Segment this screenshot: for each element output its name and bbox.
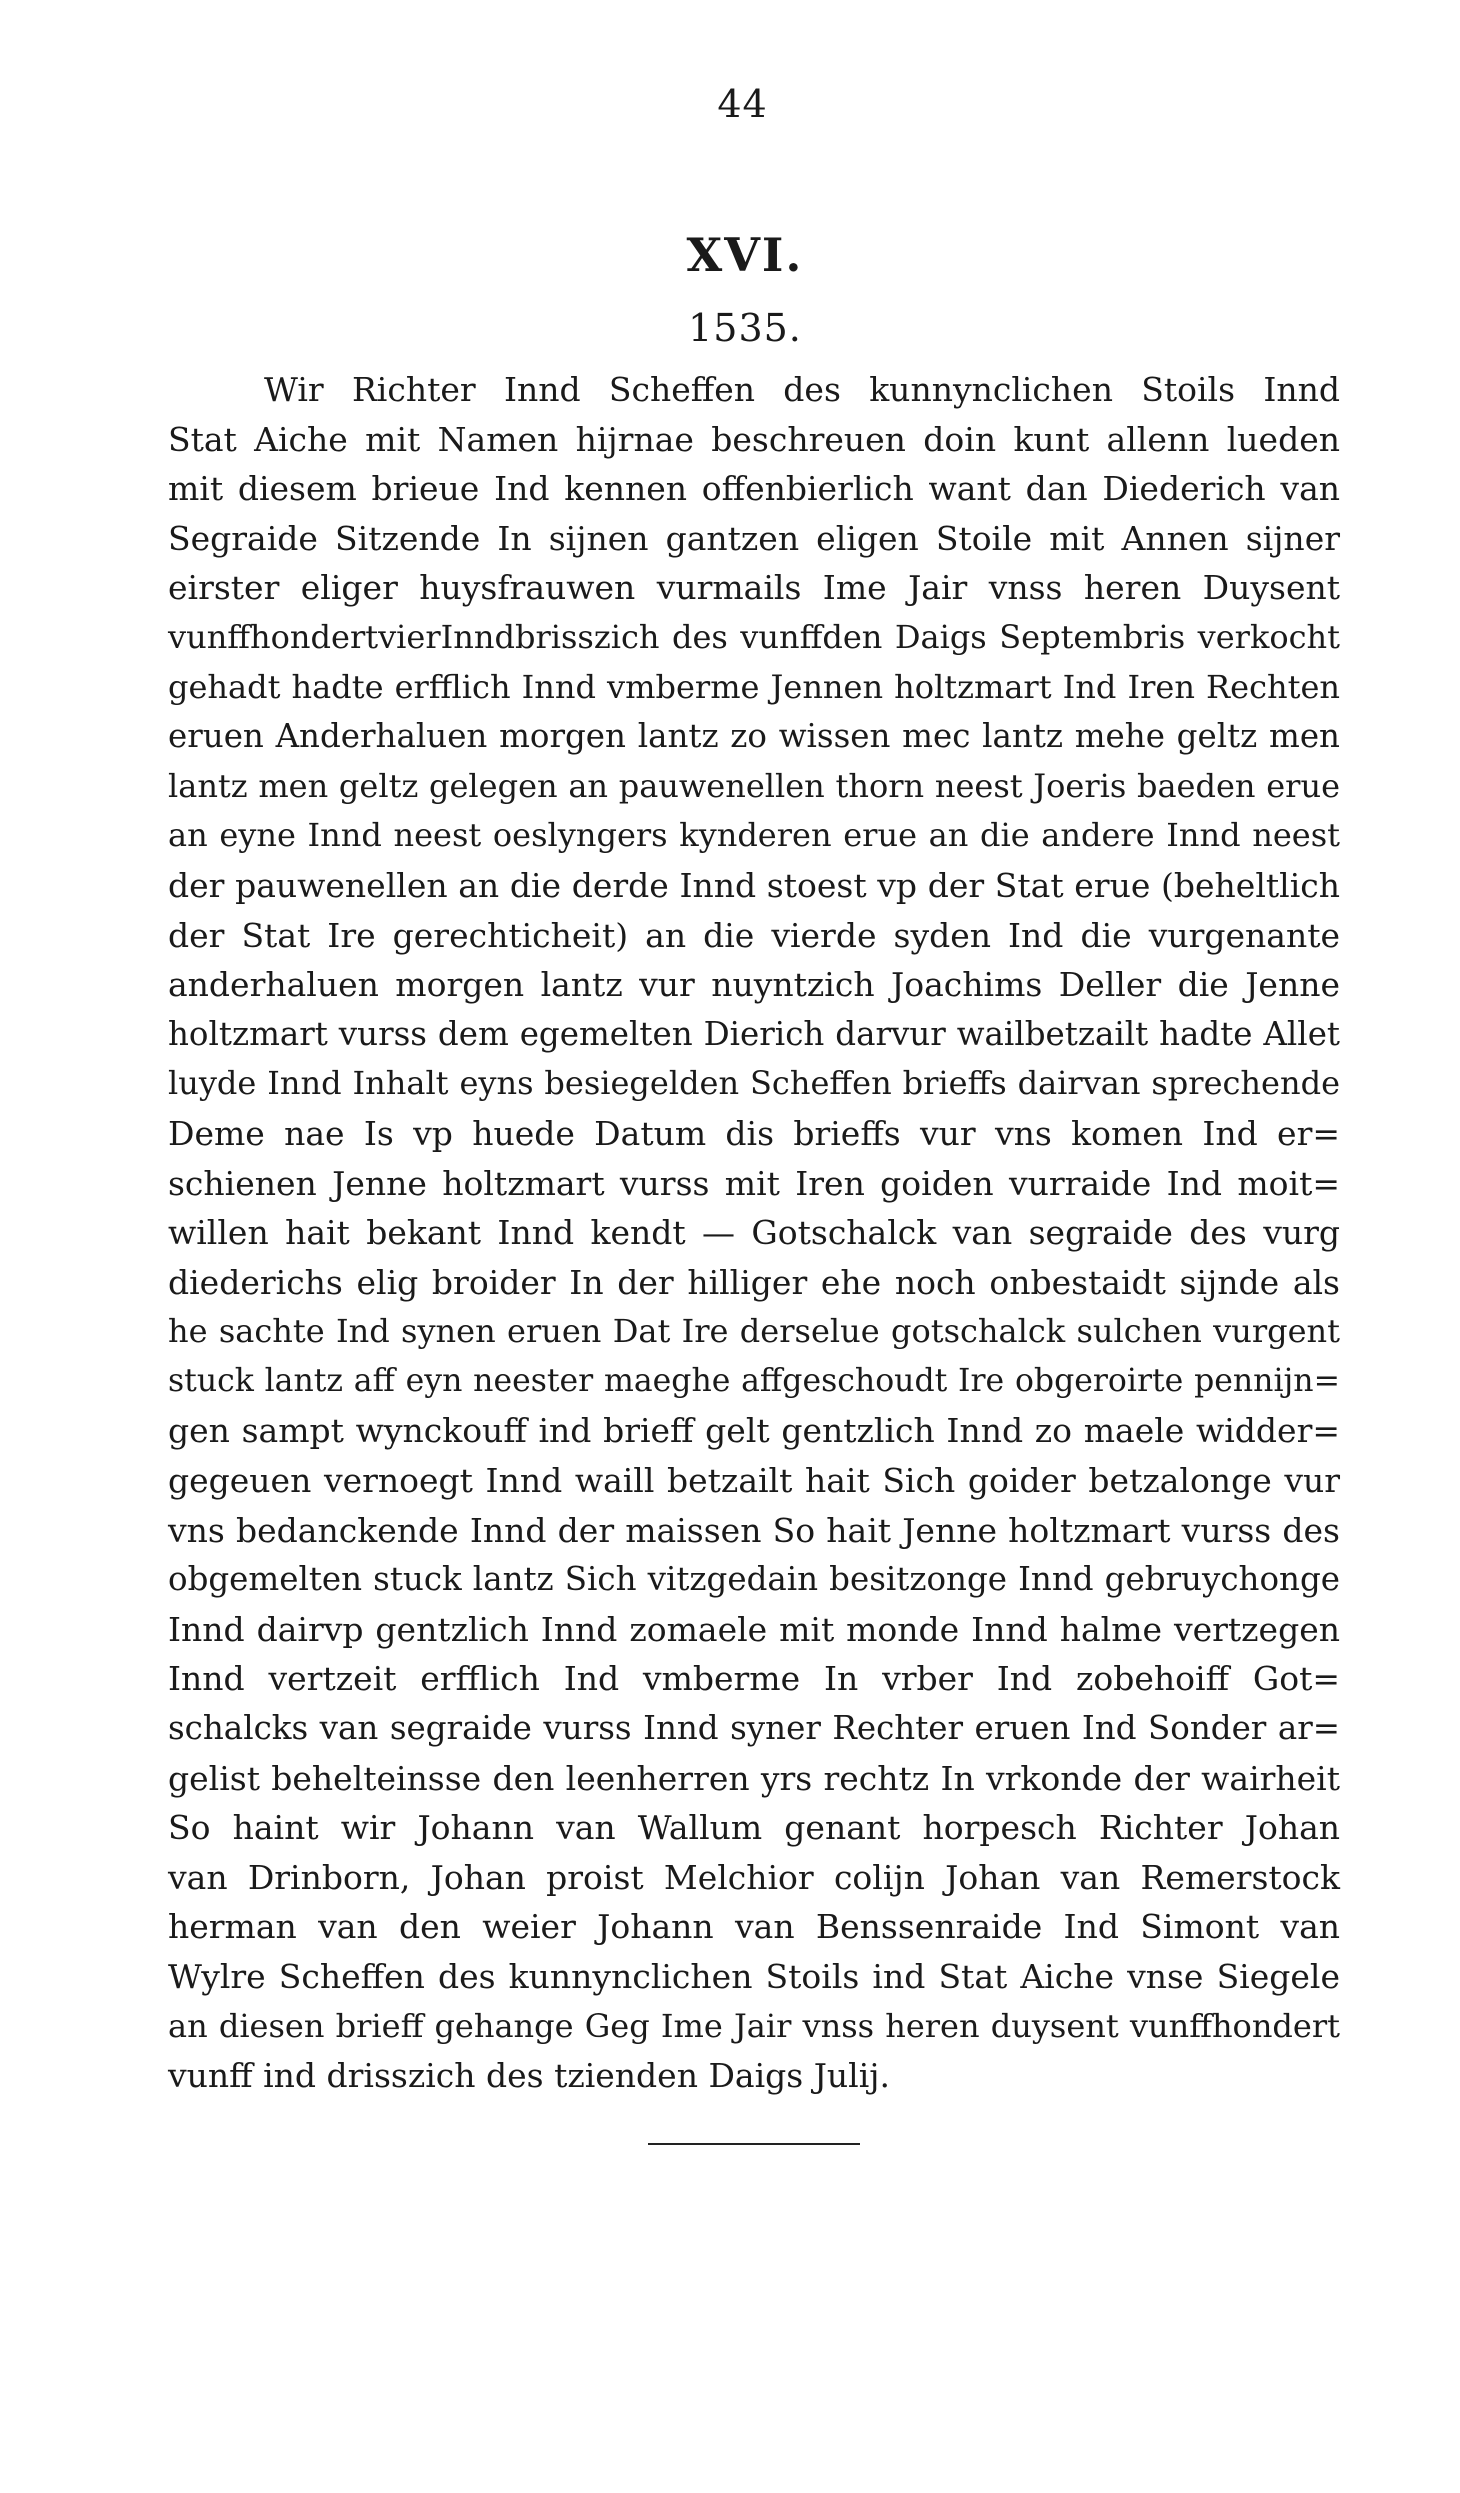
document-heading: XVI.	[686, 228, 804, 282]
text-line: vunff ind drisszich des tzienden Daigs Julij.	[168, 2056, 891, 2096]
text-line: an eyne Innd neest oeslyngers kynderen erue an die andere Innd neest	[168, 816, 1340, 855]
text-line: willen hait bekant Innd kendt — Gotschalck van segraide des vurg	[168, 1213, 1340, 1253]
text-line: Stat Aiche mit Namen hijrnae beschreuen doin kunt allenn lueden	[168, 419, 1340, 459]
text-line: eirster eliger huysfrauwen vurmails Ime Jair vnss heren Duysent	[168, 568, 1340, 608]
text-line: gen sampt wynckouff ind brieff gelt gentzlich Innd zo maele widder=	[168, 1411, 1340, 1451]
text-line: luyde Innd Inhalt eyns besiegelden Scheffen brieffs dairvan sprechende	[168, 1064, 1340, 1103]
text-line: an diesen brieff gehange Geg Ime Jair vnss heren duysent vunffhondert	[168, 2006, 1340, 2045]
text-line: vns bedanckende Innd der maissen So hait Jenne holtzmart vurss des	[168, 1510, 1340, 1550]
text-line: anderhaluen morgen lantz vur nuyntzich Joachims Deller die Jenne	[168, 965, 1340, 1005]
text-line: der Stat Ire gerechticheit) an die vierde syden Ind die vurgenante	[168, 915, 1340, 955]
text-line: gelist behelteinsse den leenherren yrs rechtz In vrkonde der wairheit	[168, 1758, 1340, 1798]
text-line: van Drinborn, Johan proist Melchior colijn Johan van Remerstock	[168, 1857, 1340, 1897]
text-line: Innd vertzeit erfflich Ind vmberme In vrber Ind zobehoiff Got=	[168, 1659, 1340, 1699]
text-line: obgemelten stuck lantz Sich vitzgedain besitzonge Innd gebruychonge	[168, 1560, 1340, 1599]
document-year: 1535.	[688, 306, 802, 350]
text-line: stuck lantz aff eyn neester maeghe affgeschoudt Ire obgeroirte pennijn=	[168, 1362, 1340, 1399]
text-line: schalcks van segraide vurss Innd syner Rechter eruen Ind Sonder ar=	[168, 1709, 1340, 1748]
text-line: gehadt hadte erfflich Innd vmberme Jennen holtzmart Ind Iren Rechten	[168, 667, 1340, 706]
page-number: 44	[717, 82, 768, 126]
text-line: vunffhondertvierInndbrisszich des vunffden Daigs Septembris verkocht	[168, 617, 1340, 656]
text-line: schienen Jenne holtzmart vurss mit Iren goiden vurraide Ind moit=	[168, 1163, 1340, 1203]
text-line: gegeuen vernoegt Innd waill betzailt hait Sich goider betzalonge vur	[168, 1461, 1340, 1501]
body-text	[168, 365, 1340, 2101]
text-line: herman van den weier Johann van Benssenraide Ind Simont van	[168, 1907, 1340, 1947]
section-divider	[648, 2143, 860, 2145]
text-line: Wir Richter Innd Scheffen des kunnynclichen Stoils Innd	[264, 370, 1340, 409]
text-line: holtzmart vurss dem egemelten Dierich darvur wailbetzailt hadte Allet	[168, 1014, 1340, 1053]
text-line: he sachte Ind synen eruen Dat Ire derselue gotschalck sulchen vurgent	[168, 1312, 1340, 1351]
text-line: Deme nae Is vp huede Datum dis brieffs vur vns komen Ind er=	[168, 1113, 1340, 1153]
text-line: mit diesem brieue Ind kennen offenbierlich want dan Diederich van	[168, 469, 1340, 509]
text-line: Wylre Scheffen des kunnynclichen Stoils ind Stat Aiche vnse Siegele	[168, 1957, 1340, 1996]
text-line: Segraide Sitzende In sijnen gantzen eligen Stoile mit Annen sijner	[168, 518, 1340, 558]
text-line: So haint wir Johann van Wallum genant horpesch Richter Johan	[168, 1808, 1340, 1848]
text-line: diederichs elig broider In der hilliger ehe noch onbestaidt sijnde als	[168, 1262, 1340, 1302]
text-line: lantz men geltz gelegen an pauwenellen thorn neest Joeris baeden erue	[168, 766, 1340, 805]
text-line: eruen Anderhaluen morgen lantz zo wissen mec lantz mehe geltz men	[168, 717, 1340, 756]
text-line: Innd dairvp gentzlich Innd zomaele mit monde Innd halme vertzegen	[168, 1609, 1340, 1649]
text-line: der pauwenellen an die derde Innd stoest vp der Stat erue (beheltlich	[168, 865, 1340, 905]
